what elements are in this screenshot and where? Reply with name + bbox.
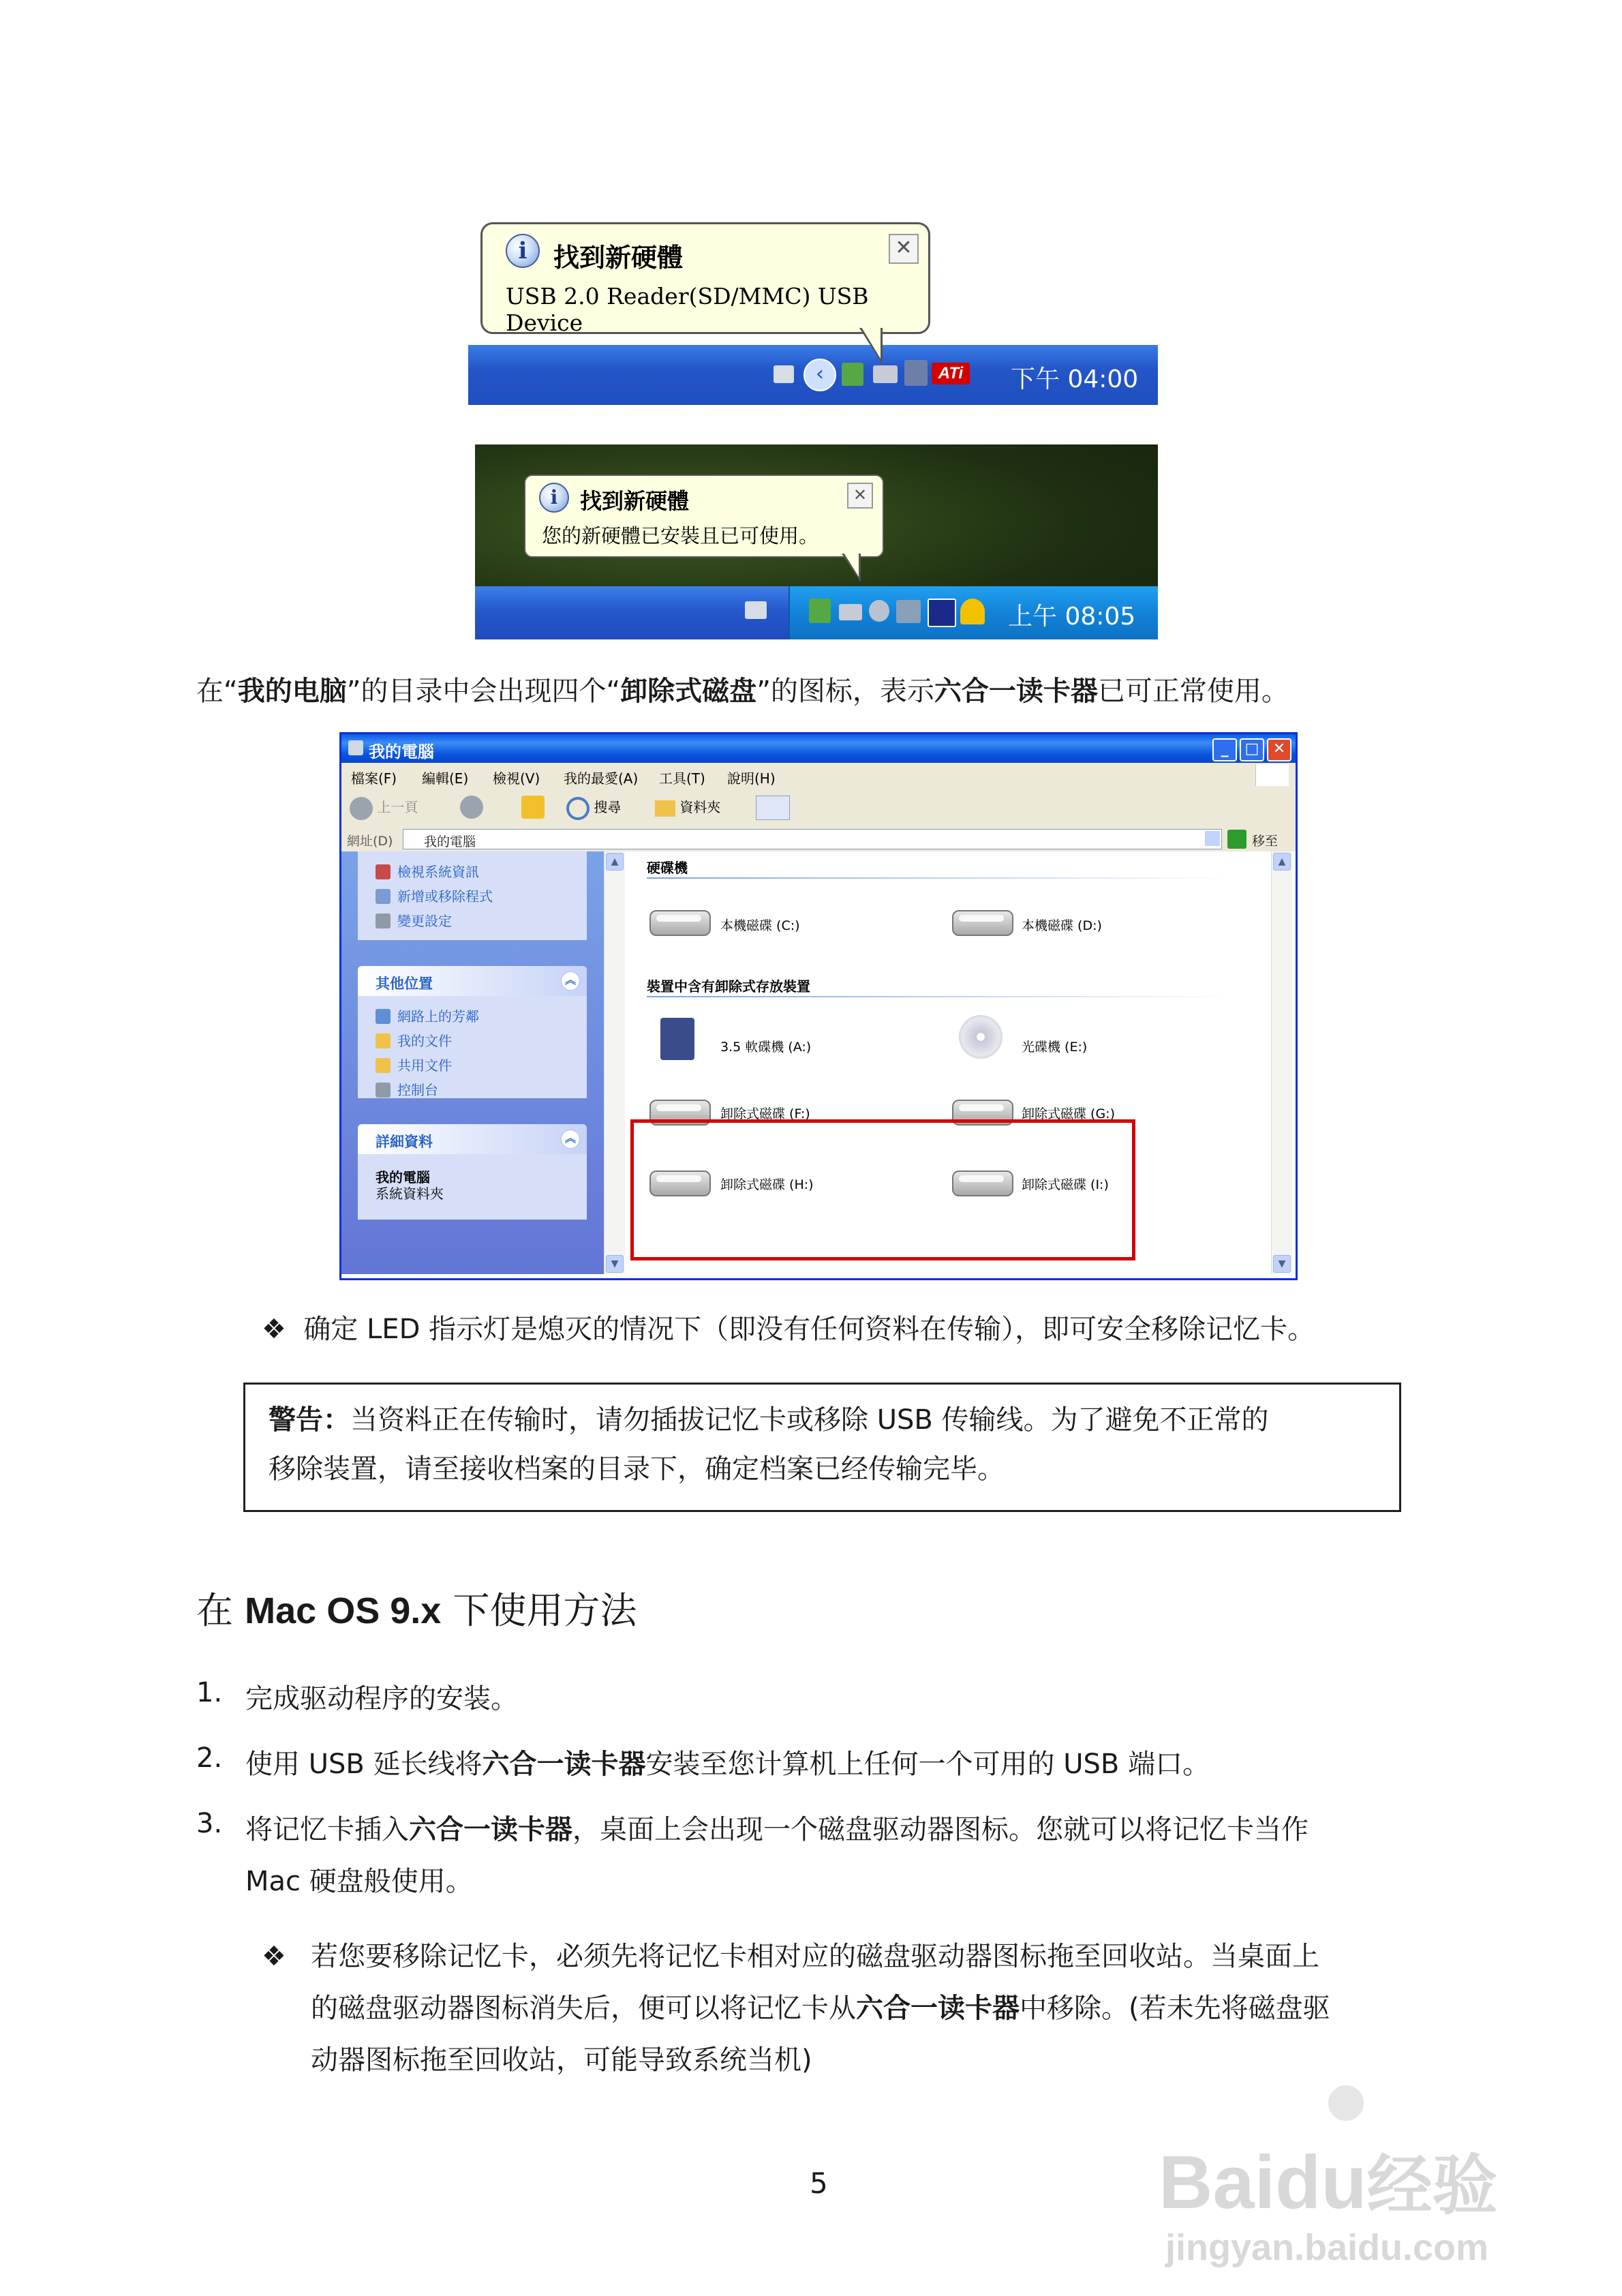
text: ”的图标，表示: [756, 676, 934, 707]
drive-d[interactable]: 本機磁碟 (D:): [1022, 918, 1102, 933]
heading-text: 下使用方法: [441, 1589, 637, 1632]
removable-disks-highlight: [630, 1119, 1135, 1260]
address-input[interactable]: [403, 829, 1222, 849]
network-disconnected-icon[interactable]: [904, 360, 928, 386]
step-number: 3.: [196, 1808, 223, 1839]
step-2: [196, 1742, 1210, 1780]
search-label: 搜尋: [594, 799, 622, 815]
keyboard-icon: [774, 365, 794, 383]
warning-text: 当资料正在传输时，请勿插拔记忆卡或移除 USB 传输线。为了避免不正常的: [350, 1404, 1269, 1436]
section-heading: [196, 1582, 637, 1634]
clock: 上午 08:05: [1008, 603, 1136, 631]
menu-tools[interactable]: 工具(T): [659, 770, 705, 787]
scroll-up-icon[interactable]: ▲: [606, 853, 624, 871]
network-icon[interactable]: [896, 600, 921, 623]
watermark-url: jingyan.baidu.com: [1165, 2227, 1489, 2268]
details-header[interactable]: 詳細資料 ︽: [358, 1124, 587, 1154]
title-bar: [341, 734, 1296, 763]
baidu-watermark: [1159, 2072, 1540, 2277]
windows-logo-icon: [1255, 764, 1289, 786]
diamond-bullet-icon: ❖: [262, 1941, 286, 1972]
safely-remove-icon[interactable]: [842, 363, 863, 386]
back-button[interactable]: [350, 796, 418, 819]
balloon-tail-fill: [861, 327, 881, 359]
menu-favorites[interactable]: 我的最愛(A): [564, 770, 639, 787]
volume-icon[interactable]: [869, 600, 889, 622]
notification-balloon[interactable]: [480, 222, 930, 334]
go-button[interactable]: 移至: [1252, 834, 1279, 849]
task-pane-scrollbar[interactable]: [604, 851, 625, 1274]
keyboard-icon: [745, 601, 767, 619]
computer-icon: [348, 740, 363, 755]
drive-f[interactable]: 卸除式磁碟 (F:): [720, 1106, 810, 1121]
drive-e[interactable]: 光碟機 (E:): [1022, 1040, 1088, 1055]
menu-help[interactable]: 說明(H): [727, 770, 776, 787]
folders-label: 資料夾: [679, 799, 721, 815]
drive-h[interactable]: 卸除式磁碟 (H:): [720, 1177, 814, 1192]
bold-text: 六合一读卡器: [409, 1814, 572, 1845]
menu-view[interactable]: 檢視(V): [493, 770, 540, 787]
hard-drive-icon[interactable]: [952, 910, 1013, 936]
text: ”的目录中会出现四个“: [346, 676, 621, 707]
section-hard-drives: 硬碟機: [647, 860, 688, 876]
address-bar: [341, 827, 1296, 851]
forward-button[interactable]: [460, 796, 483, 819]
cd-drive-icon[interactable]: [959, 1015, 1003, 1059]
address-label: 網址(D): [347, 834, 393, 849]
step-text: 使用 USB 延长线将: [245, 1749, 483, 1780]
menu-bar: [341, 763, 1296, 788]
warning-line-1: [269, 1395, 1269, 1445]
menu-edit[interactable]: 編輯(E): [422, 770, 469, 787]
step-number: 1.: [196, 1677, 223, 1708]
close-icon[interactable]: ✕: [889, 234, 919, 264]
scroll-down-icon[interactable]: ▼: [606, 1255, 624, 1273]
section-divider: [647, 877, 1233, 879]
step-text: 安装至您计算机上任何一个可用的 USB 端口。: [645, 1749, 1210, 1780]
clock: 下午 04:00: [1011, 365, 1139, 393]
wireless-icon[interactable]: [928, 599, 956, 627]
bold-text: 我的电脑: [237, 676, 347, 707]
task-view-system-info[interactable]: 檢視系統資訊: [376, 861, 479, 881]
step-text: Mac 硬盘般使用。: [245, 1866, 473, 1897]
warning-box: [243, 1383, 1401, 1512]
page-number: 5: [810, 2166, 828, 2200]
details-panel: [358, 1124, 587, 1220]
task-pane: [341, 851, 604, 1274]
step-text: 将记忆卡插入: [245, 1814, 409, 1845]
section-removable: 裝置中含有卸除式存放裝置: [647, 978, 810, 995]
info-icon: i: [539, 483, 569, 513]
bold-text: 六合一读卡器: [482, 1749, 646, 1780]
bullet-text: 中移除。(若未先将磁盘驱: [1020, 1993, 1330, 2024]
messenger-icon[interactable]: [960, 599, 985, 624]
address-value: 我的電腦: [424, 834, 476, 849]
taskbar: [468, 345, 1158, 405]
drive-a[interactable]: 3.5 軟碟機 (A:): [720, 1040, 812, 1055]
safely-remove-icon[interactable]: [809, 599, 831, 623]
notification-balloon[interactable]: [524, 474, 884, 558]
drive-g[interactable]: 卸除式磁碟 (G:): [1022, 1106, 1115, 1121]
bullet-text: 若您要移除记忆卡，必须先将记忆卡相对应的磁盘驱动器图标拖至回收站。当桌面上: [311, 1941, 1319, 1972]
taskbar: [475, 586, 1158, 639]
go-arrow-icon[interactable]: [1227, 830, 1246, 849]
bullet-text: 的磁盘驱动器图标消失后，便可以将记忆卡从: [311, 1993, 856, 2024]
place-shared-documents[interactable]: 共用文件: [376, 1055, 452, 1074]
hard-drive-icon[interactable]: [649, 910, 711, 936]
remove-card-bullet: [262, 1936, 1330, 2076]
section-divider: [647, 996, 1233, 997]
folders-button[interactable]: [655, 796, 720, 819]
system-tray: [789, 586, 1158, 639]
step-3: [196, 1808, 1309, 1897]
chevron-down-icon[interactable]: [1205, 831, 1220, 846]
details-name: 我的電腦: [376, 1169, 430, 1185]
step-text: ，桌面上会出现一个磁盘驱动器图标。您就可以将记忆卡当作: [572, 1814, 1309, 1845]
screenshot-new-hardware-found: [468, 222, 1158, 405]
collapse-icon[interactable]: ︽: [561, 1130, 580, 1149]
balloon-message: USB 2.0 Reader(SD/MMC) USB Device: [506, 283, 869, 336]
place-my-documents[interactable]: 我的文件: [376, 1030, 452, 1050]
search-button[interactable]: [566, 796, 621, 819]
drive-i[interactable]: 卸除式磁碟 (I:): [1022, 1177, 1109, 1192]
screenshot-hardware-ready: [475, 444, 1158, 639]
drive-c[interactable]: 本機磁碟 (C:): [720, 918, 800, 933]
task-add-remove-programs[interactable]: 新增或移除程式: [376, 886, 493, 905]
content-scrollbar[interactable]: [1271, 851, 1292, 1274]
details-type: 系統資料夾: [376, 1185, 444, 1202]
diamond-bullet-icon: ❖: [262, 1314, 286, 1345]
text: 已可正常使用。: [1097, 676, 1289, 707]
warning-text: 移除装置，请至接收档案的目录下，确定档案已经传输完毕。: [269, 1453, 1005, 1485]
show-hidden-icons-button[interactable]: ‹: [804, 359, 836, 391]
text: 在“: [196, 676, 238, 707]
other-places-header[interactable]: 其他位置 ︽: [358, 966, 587, 996]
bold-text: 六合一读卡器: [934, 676, 1098, 707]
paw-logo-icon: [1315, 2072, 1377, 2134]
window-title: 我的電腦: [369, 742, 434, 761]
search-icon: [566, 797, 590, 820]
info-icon: i: [506, 234, 540, 268]
usb-icon[interactable]: [873, 365, 898, 383]
usb-icon[interactable]: [839, 604, 862, 620]
place-control-panel[interactable]: 控制台: [376, 1079, 438, 1099]
intro-paragraph: [196, 671, 1289, 712]
step-text: 完成驱动程序的安装。: [245, 1683, 518, 1715]
balloon-title: 找到新硬體: [580, 488, 690, 514]
step-1: [196, 1677, 518, 1715]
close-icon[interactable]: ✕: [847, 483, 873, 509]
scroll-up-icon[interactable]: ▲: [1273, 853, 1291, 871]
step-number: 2.: [196, 1742, 223, 1774]
minimize-button[interactable]: _: [1212, 738, 1237, 761]
back-label: 上一頁: [377, 799, 418, 815]
close-button[interactable]: ✕: [1267, 738, 1291, 761]
place-network[interactable]: 網路上的芳鄰: [376, 1006, 479, 1025]
system-tasks-panel: [358, 851, 587, 940]
toolbar: [341, 787, 1296, 828]
floppy-drive-icon[interactable]: [660, 1018, 694, 1060]
bold-text: 卸除式磁盘: [620, 676, 757, 707]
warning-line-2: [269, 1445, 1005, 1494]
up-folder-button[interactable]: [521, 796, 545, 819]
balloon-message: 您的新硬體已安裝且已可使用。: [542, 524, 819, 547]
warning-label: 警告：: [269, 1404, 350, 1436]
ati-icon[interactable]: ATi: [932, 363, 970, 384]
bullet-text: 动器图标拖至回收站，可能导致系统当机): [311, 2044, 812, 2076]
folder-icon: [655, 800, 675, 817]
heading-bold: Mac OS 9.x: [245, 1590, 442, 1631]
task-change-settings[interactable]: 變更設定: [376, 910, 452, 930]
watermark-brand: Baidu经验: [1159, 2141, 1498, 2224]
bold-text: 六合一读卡器: [856, 1993, 1020, 2024]
heading-text: 在: [196, 1589, 245, 1632]
other-places-panel: [358, 966, 587, 1098]
maximize-button[interactable]: □: [1240, 738, 1264, 761]
back-arrow-icon: [350, 797, 373, 820]
led-bullet: [262, 1309, 1315, 1350]
scroll-down-icon[interactable]: ▼: [1273, 1255, 1291, 1273]
bullet-text: 确定 LED 指示灯是熄灭的情况下（即没有任何资料在传输），即可安全移除记忆卡。: [303, 1314, 1315, 1345]
balloon-tail-fill: [844, 553, 859, 577]
views-button[interactable]: [756, 796, 790, 820]
collapse-icon[interactable]: ︽: [561, 971, 580, 991]
menu-file[interactable]: 檔案(F): [351, 770, 397, 787]
balloon-title: 找到新硬體: [553, 243, 684, 273]
